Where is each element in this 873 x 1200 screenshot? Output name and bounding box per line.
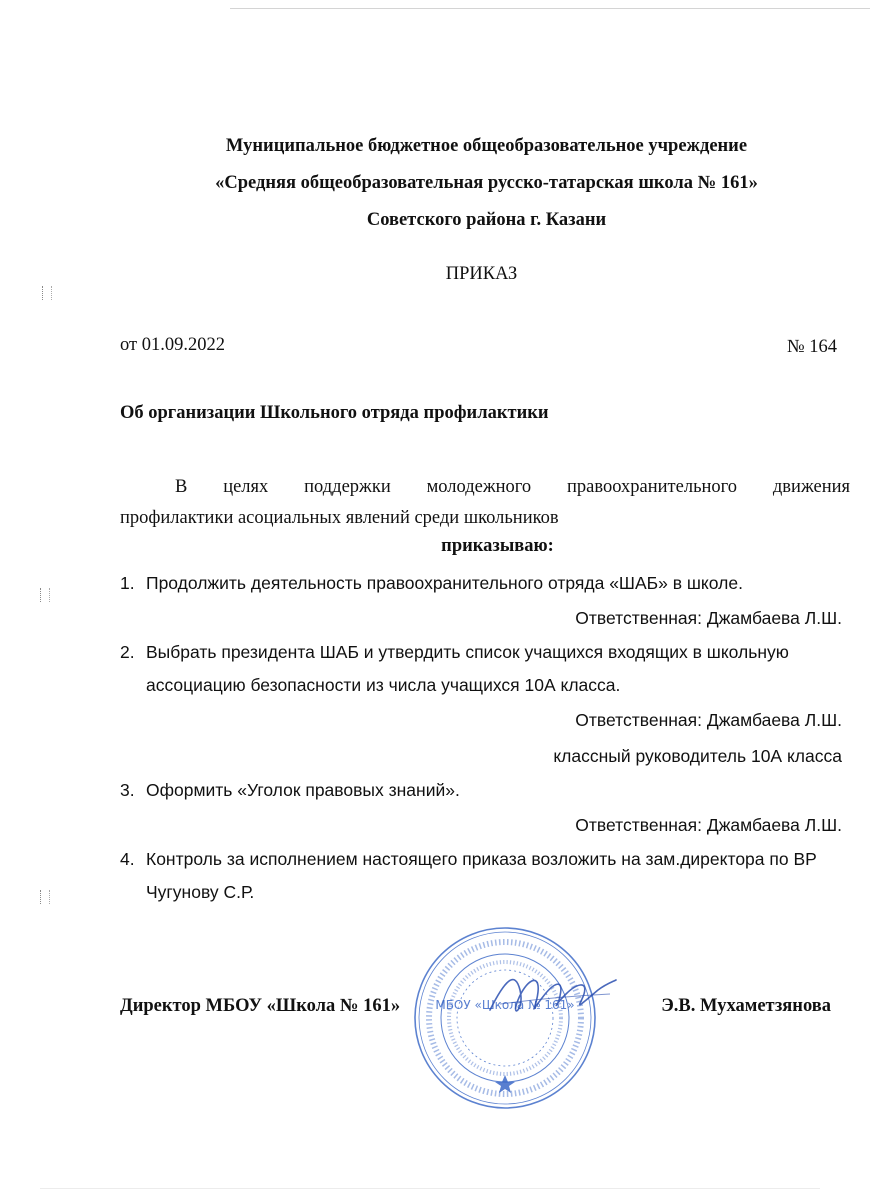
- header-line-organization: Муниципальное бюджетное общеобразовательное учреждение: [225, 136, 748, 156]
- scan-artifact: [42, 286, 52, 300]
- order-item-1: [120, 567, 850, 600]
- order-subject: Об организации Школьного отряда профилактики: [120, 403, 549, 423]
- item-responsible: Ответственная: Джамбаева Л.Ш.: [575, 608, 842, 628]
- item-text-line: Контроль за исполнением настоящего приказа возложить на зам.директора по ВР: [146, 849, 817, 869]
- item-text-line: Продолжить деятельность правоохранительного отряда «ШАБ» в школе.: [146, 573, 743, 593]
- header-line-district: Советского района г. Казани: [366, 210, 607, 230]
- signer-name: Э.В. Мухаметзянова: [661, 996, 831, 1016]
- director-signature: [480, 960, 620, 1030]
- preamble: [120, 472, 850, 534]
- item-responsible: Ответственная: Джамбаева Л.Ш.: [575, 710, 842, 730]
- order-item-2: [120, 636, 850, 702]
- order-items-list: [120, 567, 850, 909]
- item-text-line: Чугунову С.Р.: [146, 882, 255, 902]
- document-header: [0, 128, 873, 239]
- scan-artifact: [40, 890, 50, 904]
- item-text-line: Выбрать президента ШАБ и утвердить список учащихся входящих в школьную: [146, 642, 789, 662]
- order-item-4: [120, 843, 850, 909]
- item-number: 1.: [120, 573, 135, 593]
- scan-artifact: [40, 588, 50, 602]
- seal-caption: МБОУ «Школа № 161»: [435, 998, 575, 1012]
- order-date: от 01.09.2022: [120, 335, 225, 355]
- item-text-line: Оформить «Уголок правовых знаний».: [146, 780, 460, 800]
- order-number: № 164: [786, 337, 837, 357]
- item-text-line: ассоциацию безопасности из числа учащихся 10А класса.: [146, 675, 621, 695]
- preamble-line-2: профилактики асоциальных явлений среди школьников: [120, 508, 559, 528]
- item-number: 4.: [120, 849, 135, 869]
- preamble-line-1: В целях поддержки молодежного правоохранительного движения: [175, 477, 850, 497]
- item-number: 2.: [120, 642, 135, 662]
- item-number: 3.: [120, 780, 135, 800]
- bottom-scan-line: [40, 1188, 820, 1189]
- item-responsible: Ответственная: Джамбаева Л.Ш.: [575, 815, 842, 835]
- order-item-3: [120, 774, 850, 807]
- seal-star-icon: [495, 1075, 515, 1093]
- item-responsible: классный руководитель 10А класса: [553, 746, 842, 766]
- order-title: ПРИКАЗ: [445, 264, 518, 284]
- command-word: приказываю:: [441, 536, 554, 556]
- director-title: Директор МБОУ «Школа № 161»: [120, 996, 401, 1016]
- header-line-school: «Средняя общеобразовательная русско-татарская школа № 161»: [215, 173, 758, 193]
- top-scan-line: [230, 8, 870, 9]
